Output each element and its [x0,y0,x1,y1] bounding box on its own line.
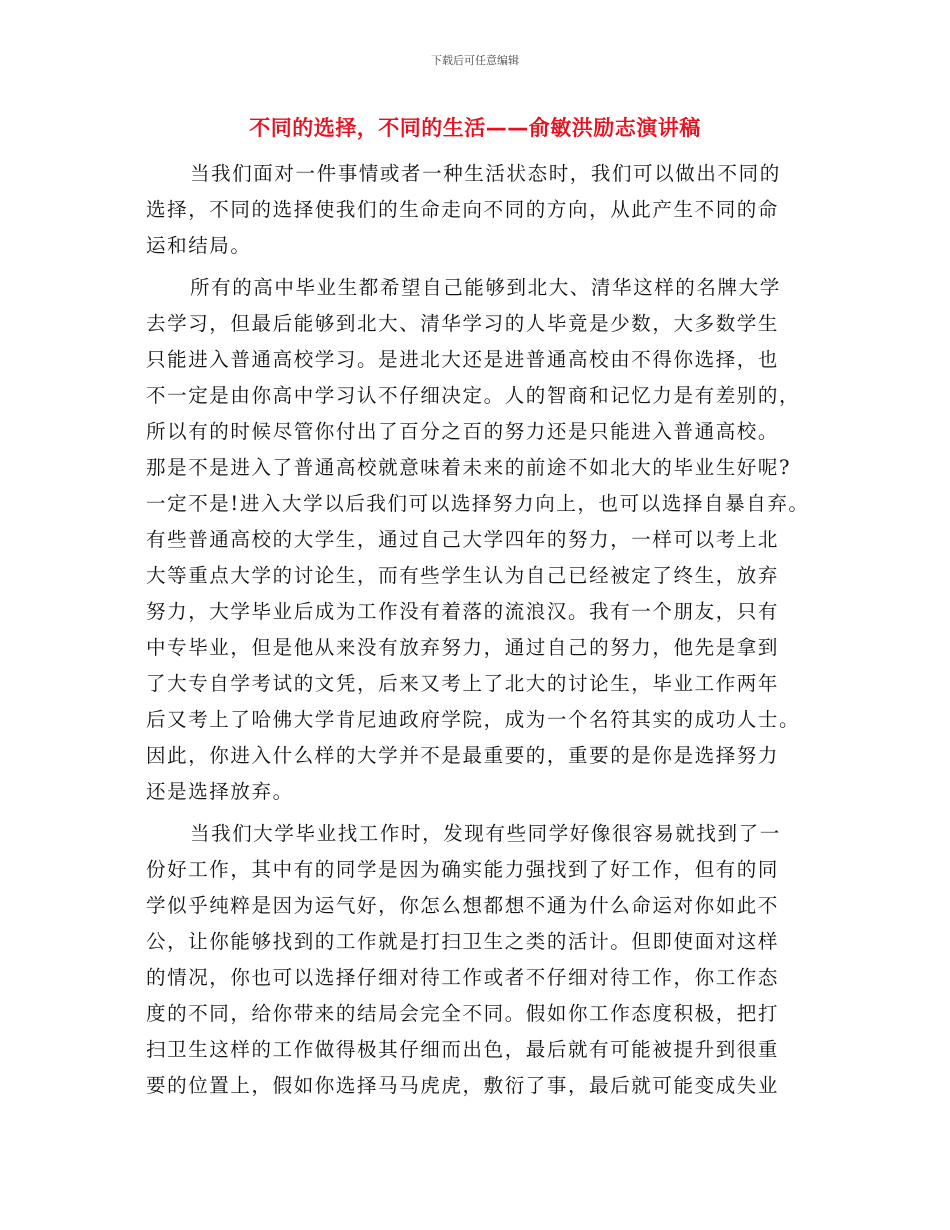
text-line: 要的位置上，假如你选择马马虎虎，敷衍了事，最后就可能变成失业 [146,1074,780,1097]
text-line: 度的不同，给你带来的结局会完全不同。假如你工作态度积极，把打 [146,1002,780,1025]
text-line: 所以有的时候尽管你付出了百分之百的努力还是只能进入普通高校。 [146,420,780,443]
text-line: 份好工作，其中有的同学是因为确实能力强找到了好工作，但有的同 [146,858,780,881]
text-line: 有些普通高校的大学生，通过自己大学四年的努力，一样可以考上北 [146,528,780,551]
text-line: 选择，不同的选择使我们的生命走向不同的方向，从此产生不同的命 [146,198,780,221]
text-line: 当我们面对一件事情或者一种生活状态时，我们可以做出不同的 [190,162,781,185]
text-line: 所有的高中毕业生都希望自己能够到北大、清华这样的名牌大学 [190,276,781,299]
paragraph [146,270,826,810]
document-body [146,156,826,1104]
text-line: 运和结局。 [146,234,252,257]
text-line: 的情况，你也可以选择仔细对待工作或者不仔细对待工作，你工作态 [146,966,780,989]
text-line: 后又考上了哈佛大学肯尼迪政府学院，成为一个名符其实的成功人士。 [146,708,801,731]
document-title: 不同的选择，不同的生活——俞敏洪励志演讲稿 [249,116,701,140]
text-line: 努力，大学毕业后成为工作没有着落的流浪汉。我有一个朋友，只有 [146,600,780,623]
text-line: 不一定是由你高中学习认不仔细决定。人的智商和记忆力是有差别的， [146,384,801,407]
text-line: 只能进入普通高校学习。是进北大还是进普通高校由不得你选择，也 [146,348,780,371]
paragraph [146,816,826,1104]
text-line: 公，让你能够找到的工作就是打扫卫生之类的活计。但即使面对这样 [146,930,780,953]
text-line: 那是不是进入了普通高校就意味着未来的前途不如北大的毕业生好呢? [146,456,792,479]
text-line: 学似乎纯粹是因为运气好，你怎么想都想不通为什么命运对你如此不 [146,894,780,917]
text-line: 中专毕业，但是他从来没有放弃努力，通过自己的努力，他先是拿到 [146,636,780,659]
text-line: 一定不是!进入大学以后我们可以选择努力向上，也可以选择自暴自弃。 [146,492,810,515]
text-line: 因此，你进入什么样的大学并不是最重要的，重要的是你是选择努力 [146,744,780,767]
paragraph [146,156,826,264]
text-line: 还是选择放弃。 [146,780,294,803]
text-line: 扫卫生这样的工作做得极其仔细而出色，最后就有可能被提升到很重 [146,1038,780,1061]
text-line: 去学习，但最后能够到北大、清华学习的人毕竟是少数，大多数学生 [146,312,780,335]
text-line: 当我们大学毕业找工作时，发现有些同学好像很容易就找到了一 [190,822,781,845]
page-header: 下载后可任意编辑 [431,54,519,67]
text-line: 大等重点大学的讨论生，而有些学生认为自己已经被定了终生，放弃 [146,564,780,587]
text-line: 了大专自学考试的文凭，后来又考上了北大的讨论生，毕业工作两年 [146,672,780,695]
